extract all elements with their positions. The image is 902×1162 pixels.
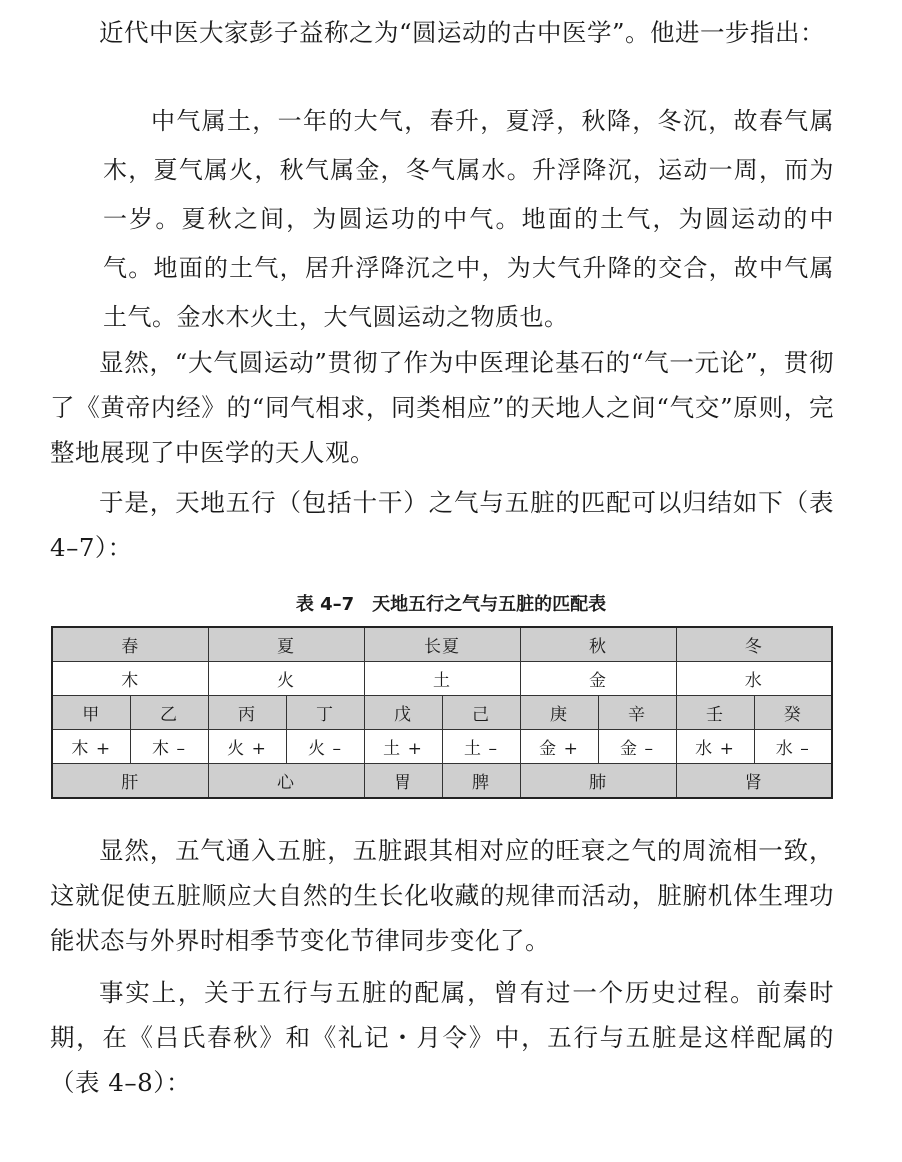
table-row-elements xyxy=(52,662,832,696)
stem-element-cell: 火 + xyxy=(208,730,286,764)
stem-element-cell: 木 + xyxy=(52,730,130,764)
stem-element-cell: 金 + xyxy=(520,730,598,764)
stem-cell: 甲 xyxy=(52,696,130,730)
element-cell: 金 xyxy=(520,662,676,696)
paragraph-great-qi: 显然，“大气圆运动”贯彻了作为中医理论基石的“气一元论”，贯彻了《黄帝内经》的“同气相求，同类相应”的天地人之间“气交”原则，完整地展现了中医学的天人观。 xyxy=(50,348,834,467)
season-cell: 长夏 xyxy=(364,627,520,662)
stem-element-cell: 金 – xyxy=(598,730,676,764)
paragraph-intro: 近代中医大家彭子益称之为“圆运动的古中医学”。他进一步指出： xyxy=(99,18,826,47)
element-cell: 水 xyxy=(676,662,832,696)
element-cell: 土 xyxy=(364,662,520,696)
stem-cell: 己 xyxy=(442,696,520,730)
table-row-organs xyxy=(52,764,832,799)
season-cell: 春 xyxy=(52,627,208,662)
season-cell: 夏 xyxy=(208,627,364,662)
stem-element-cell: 水 – xyxy=(754,730,832,764)
stem-element-cell: 木 – xyxy=(130,730,208,764)
organ-cell: 肾 xyxy=(676,764,832,799)
paragraph-table-intro: 于是，天地五行（包括十干）之气与五脏的匹配可以归结如下（表 4–7）： xyxy=(50,488,834,562)
table-caption: 表 4–7 天地五行之气与五脏的匹配表 xyxy=(295,594,607,615)
stem-cell: 乙 xyxy=(130,696,208,730)
paragraph-five-organs: 显然，五气通入五脏，五脏跟其相对应的旺衰之气的周流相一致，这就促使五脏顺应大自然的生长化收藏的规律而活动，脏腑机体生理功能状态与外界时相季节变化节律同步变化了。 xyxy=(50,836,834,955)
paragraph-history: 事实上，关于五行与五脏的配属，曾有过一个历史过程。前秦时期，在《吕氏春秋》和《礼记・月令》中，五行与五脏是这样配属的（表 4–8）： xyxy=(50,978,834,1097)
organ-cell: 心 xyxy=(208,764,364,799)
season-cell: 秋 xyxy=(520,627,676,662)
stem-cell: 辛 xyxy=(598,696,676,730)
season-cell: 冬 xyxy=(676,627,832,662)
element-cell: 火 xyxy=(208,662,364,696)
stem-element-cell: 土 – xyxy=(442,730,520,764)
five-elements-table xyxy=(51,626,833,799)
organ-cell: 肺 xyxy=(520,764,676,799)
organ-cell: 脾 xyxy=(442,764,520,799)
element-cell: 木 xyxy=(52,662,208,696)
stem-cell: 癸 xyxy=(754,696,832,730)
stem-element-cell: 土 + xyxy=(364,730,442,764)
table-row-stems xyxy=(52,696,832,730)
stem-element-cell: 火 – xyxy=(286,730,364,764)
table-row-stem-elements xyxy=(52,730,832,764)
stem-cell: 壬 xyxy=(676,696,754,730)
block-quote: 中气属土，一年的大气，春升，夏浮，秋降，冬沉，故春气属木，夏气属火，秋气属金，冬气属水。升浮降沉，运动一周，而为一岁。夏秋之间，为圆运功的中气。地面的土气，为圆运动的中气。地面的土气，居升浮降沉之中，为大气升降的交合，故中气属土气。金水木火土，大气圆运动之物质也。 xyxy=(103,107,834,331)
organ-cell: 肝 xyxy=(52,764,208,799)
stem-cell: 丁 xyxy=(286,696,364,730)
organ-cell: 胃 xyxy=(364,764,442,799)
stem-cell: 庚 xyxy=(520,696,598,730)
stem-cell: 丙 xyxy=(208,696,286,730)
stem-cell: 戊 xyxy=(364,696,442,730)
table-row-seasons xyxy=(52,627,832,662)
stem-element-cell: 水 + xyxy=(676,730,754,764)
